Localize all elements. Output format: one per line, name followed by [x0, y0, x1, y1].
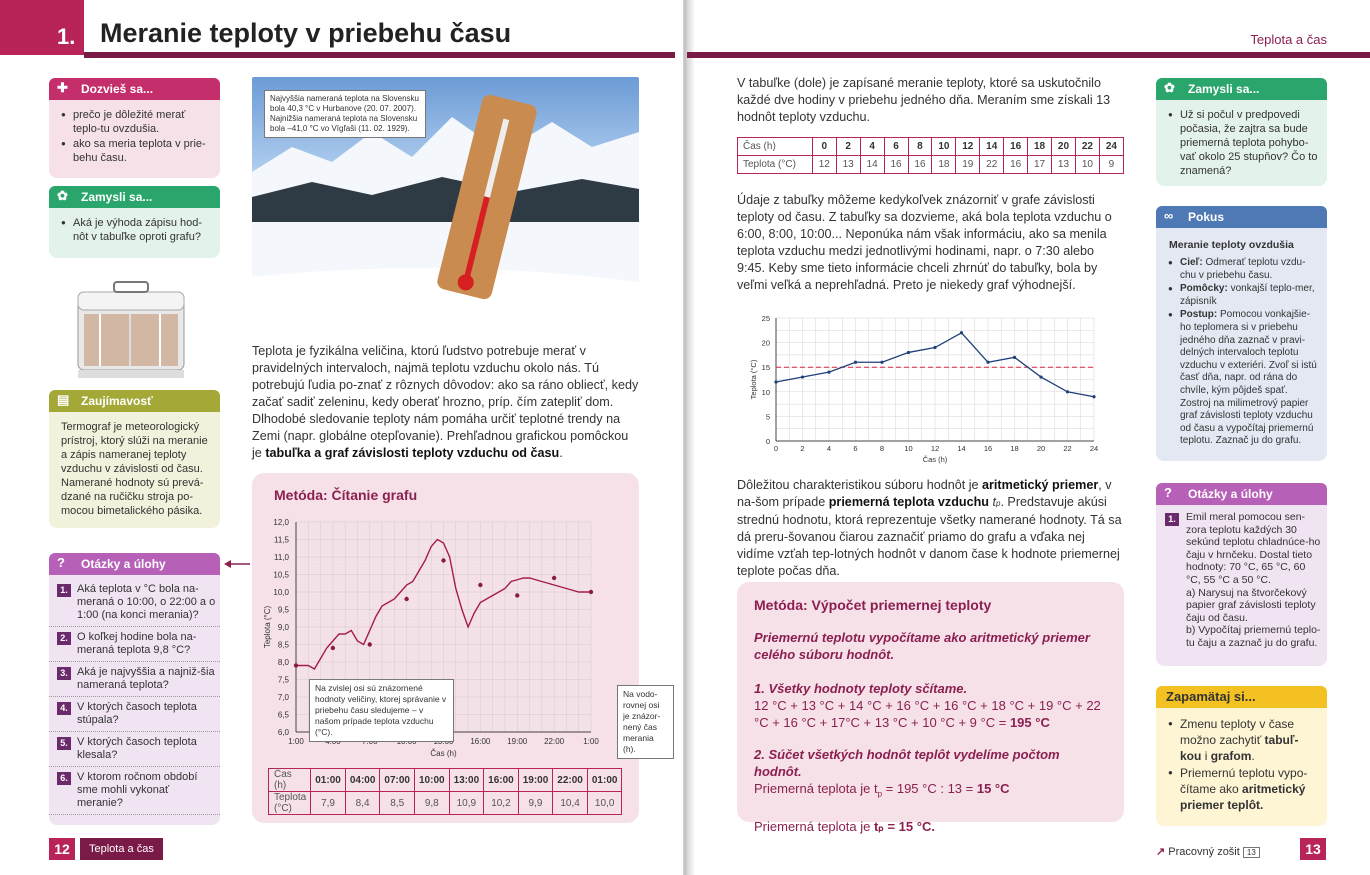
data-point [589, 590, 593, 594]
table-cell: 07:00 [380, 769, 415, 792]
mean-paragraph: Dôležitou charakteristikou súboru hodnôt je aritmetický priemer, v na-šom prípade priemerná teplota vzduchu tp. Predstavuje akúsi strednú hodnotu, ktorá reprezentuje všetky namerané hodnoty. Tá sa dá preru-šovanou čiarou zaznačiť priamo do grafu a vďaka nej vidíme vzťah tep-lotných hodnôt v danom čase k hodnote priemernej teplote počas dňa. [737, 478, 1122, 578]
table-cell: 19 [956, 156, 980, 174]
y-tick-label: 6,5 [277, 710, 289, 720]
pokus-subtitle: Meranie teploty ovzdušia [1169, 239, 1294, 251]
question-number: 6. [57, 772, 71, 785]
data-point [515, 593, 519, 597]
question-text: O koľkej hodine bola na-meraná teplota 9,8 °C? [77, 631, 197, 656]
x-tick-label: 1:00 [583, 737, 599, 746]
zaujimavost-box [49, 390, 220, 528]
x-tick-label: 14 [957, 444, 966, 453]
x-axis-label: Čas (h) [430, 749, 457, 758]
question-text: V ktorých časoch teplota klesala? [77, 736, 197, 761]
zamysli-box-right [1156, 78, 1327, 186]
left-page [0, 0, 683, 875]
table-cell: 4 [860, 138, 884, 156]
arrow-icon: ↗ [1156, 846, 1166, 858]
question-number: 5. [57, 737, 71, 750]
x-tick-label: 19:00 [507, 737, 528, 746]
data-point [854, 361, 857, 364]
data-point [478, 583, 482, 587]
list-item: ● Postup: Pomocou vonkajšie-ho teplomera si v priebehu jedného dňa zaznač v pravi-delných intervaloch teplotu vzduchu v exteriéri. Zvoľ si istú časť dňa, napr. od rána do chvíle, kým pôjdeš spať. Zostroj na milimetrový papier graf závislosti teploty vzduchu od času a vypočítaj priemernú teplotu. Zaznač ju do grafu. [1168, 309, 1319, 448]
x-tick-label: 20 [1036, 444, 1046, 453]
question-number: 3. [57, 667, 71, 680]
zapamataj-box [1156, 686, 1327, 826]
question-number: 2. [57, 632, 71, 645]
question-text: V ktorých časoch teplota stúpala? [77, 701, 197, 726]
dozvies-title: Dozvieš sa... [81, 82, 154, 96]
zapamataj-title: Zapamätaj si... [1156, 686, 1327, 708]
workbook-icon: 13 [1243, 847, 1260, 858]
x-tick-label: 2 [800, 444, 805, 453]
y-tick-label: 9,0 [277, 623, 289, 632]
table-cell: 04:00 [345, 769, 380, 792]
table-row: Čas (h) 01:00 04:00 07:00 10:00 13:00 16:00 19:00 22:00 01:00 [269, 769, 622, 792]
table-cell: 9 [1099, 156, 1123, 174]
thermograph-image [70, 278, 192, 384]
right-intro: V tabuľke (dole) je zapísané meranie teploty, ktoré sa uskutočnilo každé dve hodiny v priebehu jedného dňa. Meraním sme získali 13 hodnôt teploty vzduchu. [737, 76, 1111, 124]
x-tick-label: 16 [983, 444, 993, 453]
y-tick-label: 12,0 [273, 518, 289, 527]
method2-title: Metóda: Výpočet priemernej teploty [754, 597, 992, 613]
header-rule-right [687, 52, 1370, 58]
table-cell: 24 [1099, 138, 1123, 156]
zaujimavost-text: Termograf je meteorologický prístroj, ktorý slúži na meranie a zápis nameranej teploty vzduchu v závislosti od času. Namerané hodnoty sú prevá-dzané na ručičku stroja po-mocou bimetalického pásika. [61, 421, 208, 517]
table-cell: 10,0 [587, 792, 622, 815]
x-tick-label: 16:00 [470, 737, 491, 746]
table-cell: 7,9 [311, 792, 346, 815]
zamysli-box [49, 186, 220, 258]
table-cell: 0 [812, 138, 836, 156]
table-cell: 10 [932, 138, 956, 156]
table-cell: 8,4 [345, 792, 380, 815]
question-icon: ? [1164, 485, 1172, 500]
data-point [294, 663, 298, 667]
y-tick-label: 9,5 [277, 605, 289, 615]
question-item [49, 627, 220, 662]
footer-label: Teplota a čas [80, 838, 163, 860]
question-number: 1. [57, 584, 71, 597]
table-cell: 18 [1028, 138, 1052, 156]
table-cell: 22 [980, 156, 1004, 174]
table-cell: 18 [932, 156, 956, 174]
zamysli-title: Zamysli sa... [1188, 82, 1260, 96]
x-tick-label: 10 [904, 444, 913, 453]
table-cell: 20 [1052, 138, 1076, 156]
pokus-title: Pokus [1188, 210, 1225, 224]
table-cell: 17 [1028, 156, 1052, 174]
x-tick-label: 18 [1010, 444, 1019, 453]
table-cell: 13 [836, 156, 860, 174]
chapter-number: 1. [0, 0, 84, 55]
otazky-box [49, 553, 220, 825]
table-row: Teplota (°C) 7,9 8,4 8,5 9,8 10,9 10,2 9,9 10,4 10,0 [269, 792, 622, 815]
dozvies-box [49, 78, 220, 178]
table-cell: 13 [1052, 156, 1076, 174]
plus-icon: ✚ [57, 80, 68, 95]
workbook-link[interactable]: ↗ Pracovný zošit 13 [1156, 845, 1260, 858]
x-axis-callout: Na vodo-rovnej osi je znázor-nený čas merania (h). [617, 685, 674, 759]
y-tick-label: 5 [765, 412, 770, 422]
y-tick-label: 25 [761, 314, 770, 323]
table-cell: 10,2 [484, 792, 519, 815]
table-cell: 8 [908, 138, 932, 156]
y-tick-label: 7,5 [277, 675, 289, 685]
x-axis-label: Čas (h) [922, 455, 948, 464]
table-row: Teplota (°C) 12 13 14 16 16 18 19 22 16 17 13 10 9 [738, 156, 1124, 174]
table-cell: 8,5 [380, 792, 415, 815]
y-tick-label: 6,0 [277, 728, 289, 737]
goggles-icon: ∞ [1164, 208, 1174, 223]
data-point [907, 351, 910, 354]
y-tick-label: 0 [765, 437, 770, 446]
table-row: Čas (h) 0 2 4 6 8 10 12 14 16 18 20 22 24 [738, 138, 1124, 156]
list-item: ● Aká je výhoda zápisu hod-nôt v tabuľke oproti grafu? [61, 216, 212, 244]
list-item: ● Priemernú teplotu vypo-čítame ako aritmetický priemer teplôt. [1168, 765, 1319, 813]
table-cell: 01:00 [587, 769, 622, 792]
table-cell: 12 [812, 156, 836, 174]
y-tick-label: 7,0 [277, 693, 289, 702]
table-cell: 13:00 [449, 769, 484, 792]
x-tick-label: 22:00 [544, 737, 565, 746]
data-point [827, 371, 830, 374]
list-item: ● Už si počul v predpovedi počasia, že zajtra sa bude priemerná teplota pohybo-vať okolo 25 stupňov? Čo to znamená? [1168, 108, 1319, 178]
data-point [441, 558, 445, 562]
arrow-left-icon [224, 559, 250, 569]
table-cell: 9,8 [414, 792, 449, 815]
pokus-box [1156, 206, 1327, 461]
brain-icon: ✿ [57, 188, 68, 203]
zaujimavost-title: Zaujímavosť [81, 394, 153, 408]
otazky-title: Otázky a úlohy [1188, 487, 1273, 501]
data-point [986, 361, 989, 364]
data-point [331, 646, 335, 650]
data-point [880, 361, 883, 364]
table-cell: 16 [1004, 156, 1028, 174]
question-text: V ktorom ročnom období sme mohli vykonať meranie? [77, 771, 198, 809]
data-point [552, 576, 556, 580]
list-item: ● ako sa meria teplota v prie-behu času. [61, 137, 212, 165]
table-cell: 10,9 [449, 792, 484, 815]
method2-content: Priemernú teplotu vypočítame ako aritmetický priemer celého súboru hodnôt. 1. Všetky hodnoty teploty sčítame. 12 °C + 13 °C + 14 °C + 16 °C + 16 °C + 18 °C + 19 °C + 22 °C + 16 °C + 17°C + 13 °C + 10 °C + 9 °C = 195 °C 2. Súčet všetkých hodnôt teplôt vydelíme počtom hodnôt. Priemerná teplota je $t_p = 195$ °C : 13 = 15 °C Priemerná teplota je tₚ = 15 °C. [754, 630, 1101, 834]
question-icon: ? [57, 555, 65, 570]
y-axis-callout: Na zvislej osi sú znázornené hodnoty veličiny, ktorej správanie v priebehu času sledujeme – v našom prípade teplota vzduchu (°C). [309, 679, 454, 742]
y-tick-label: 8,0 [277, 658, 289, 667]
x-tick-label: 24 [1089, 444, 1099, 453]
table-cell: 6 [884, 138, 908, 156]
question-item [49, 662, 220, 697]
y-tick-label: 15 [761, 363, 770, 373]
zamysli-title: Zamysli sa... [81, 190, 153, 204]
data-point [368, 642, 372, 646]
x-tick-label: 8 [879, 444, 885, 453]
table-cell: 14 [860, 156, 884, 174]
x-tick-label: 1:00 [288, 737, 304, 746]
data-table-left [268, 768, 622, 815]
list-item: ● Pomôcky: vonkajší teplo-mer, zápisník [1168, 283, 1319, 308]
y-tick-label: 20 [761, 338, 770, 348]
table-cell: 22 [1075, 138, 1099, 156]
table-cell: 2 [836, 138, 860, 156]
book-icon: ▤ [57, 392, 70, 407]
list-item: ● Zmenu teploty v čase možno zachytiť tabuľ-kou i grafom. [1168, 716, 1319, 764]
table-cell: 9,9 [518, 792, 553, 815]
x-tick-label: 0 [773, 444, 779, 453]
x-tick-label: 12 [930, 444, 940, 453]
brain-icon: ✿ [1164, 80, 1175, 95]
table-cell: 01:00 [311, 769, 346, 792]
y-tick-label: 8,5 [277, 640, 289, 650]
data-point [960, 331, 963, 334]
otazky-title: Otázky a úlohy [81, 557, 166, 571]
chapter-title: Meranie teploty v priebehu času [100, 18, 512, 48]
question-item [49, 732, 220, 767]
data-point [774, 380, 777, 383]
data-point [1066, 390, 1069, 393]
table-cell: 12 [956, 138, 980, 156]
table-cell: 16 [1004, 138, 1028, 156]
data-point [933, 346, 936, 349]
y-tick-label: 11,5 [274, 535, 289, 545]
y-tick-label: 11,0 [274, 553, 289, 562]
running-header: Teplota a čas [1250, 32, 1327, 47]
question-item [49, 579, 220, 627]
data-point [801, 375, 804, 378]
table-cell: 16 [908, 156, 932, 174]
data-point [1013, 356, 1016, 359]
table-cell: 10:00 [414, 769, 449, 792]
temperature-chart-2 [742, 308, 1107, 468]
otazky-right-item: 1. Emil meral pomocou sen-zora teplotu každých 30 sekúnd teplotu chladnúce-ho čaju v hrnčeku. Dostal tieto hodnoty: 70 °C, 65 °C, 60 °C, 55 °C a 50 °C. a) Narysuj na štvorčekový papier graf závislosti teploty čaju od času. b) Vypočítaj priemernú teplo-tu čaju a zaznač ju do grafu. [1156, 505, 1327, 650]
x-tick-label: 6 [853, 444, 858, 453]
y-axis-label: Teplota (°C) [749, 359, 758, 400]
header-rule [84, 52, 675, 58]
table-cell: 10 [1075, 156, 1099, 174]
x-tick-label: 4 [826, 444, 832, 453]
data-point [1092, 395, 1095, 398]
question-number: 4. [57, 702, 71, 715]
page-number: 12 [49, 838, 75, 860]
question-item [49, 767, 220, 815]
table-cell: 16 [884, 156, 908, 174]
question-text: Aká teplota v °C bola na-meraná o 10:00, o 22:00 a o 1:00 (na konci merania)? [77, 583, 216, 621]
data-table-right [737, 137, 1124, 174]
otazky-box-right [1156, 483, 1327, 666]
question-text: Aká je najvyššia a najniž-šia nameraná teplota? [77, 666, 215, 691]
table-cell: 14 [980, 138, 1004, 156]
photo-caption: Najvyššia nameraná teplota na Slovensku bola 40,3 °C v Hurbanove (20. 07. 2007). Najnižšia nameraná teplota na Slovensku bola –41,0 °C vo Vígľaši (11. 02. 1929). [264, 90, 426, 138]
intro-paragraph: Teplota je fyzikálna veličina, ktorú ľudstvo potrebuje merať v pravidelných intervaloch, najmä teplotu vzduchu okolo nás. Tú potrebujú ľudia po-znať z rôznych dôvodov: ako sa ráno obliecť, kedy začať sadiť zeleninu, kedy oberať hrozno, príp. čím zatepliť dom. Dlhodobé sledovanie teploty nám pomáha určiť teplotné trendy na Zemi (napr. globálne otepľovanie). Prehľadnou grafickou pomôckou je tabuľka a graf závislosti teploty vzduchu od času. [252, 344, 639, 460]
method-title: Metóda: Čítanie grafu [274, 487, 418, 503]
question-item [49, 697, 220, 732]
graph-paragraph: Údaje z tabuľky môžeme kedykoľvek znázorniť v grafe závislosti teploty od času. Z tabuľky sa dozvieme, aká bola teplota vzduchu o 6:00, 8:00, 10:00... Neponúka nám však informáciu, ako sa menila teplota vzduchu medzi jednotlivými hodinami, napr. o 7:30 alebo 9:45. Keby sme tieto informácie chceli zhrnúť do tabuľky, bola by veľmi veľká a neprehľadná. Preto je niekedy graf výhodnejší. [737, 193, 1112, 292]
data-point [404, 597, 408, 601]
y-axis-label: Teplota (°C) [263, 605, 272, 649]
y-tick-label: 10 [761, 387, 770, 397]
y-tick-label: 10,5 [273, 570, 289, 580]
list-item: ● Cieľ: Odmerať teplotu vzdu-chu v priebehu času. [1168, 257, 1319, 282]
data-point [1039, 375, 1042, 378]
x-tick-label: 22 [1063, 444, 1072, 453]
table-cell: 22:00 [553, 769, 588, 792]
y-tick-label: 10,0 [273, 588, 289, 597]
list-item: ● prečo je dôležité merať teplo-tu ovzdušia. [61, 108, 212, 136]
page-number-right: 13 [1300, 838, 1326, 860]
table-cell: 19:00 [518, 769, 553, 792]
table-cell: 16:00 [484, 769, 519, 792]
table-cell: 10,4 [553, 792, 588, 815]
